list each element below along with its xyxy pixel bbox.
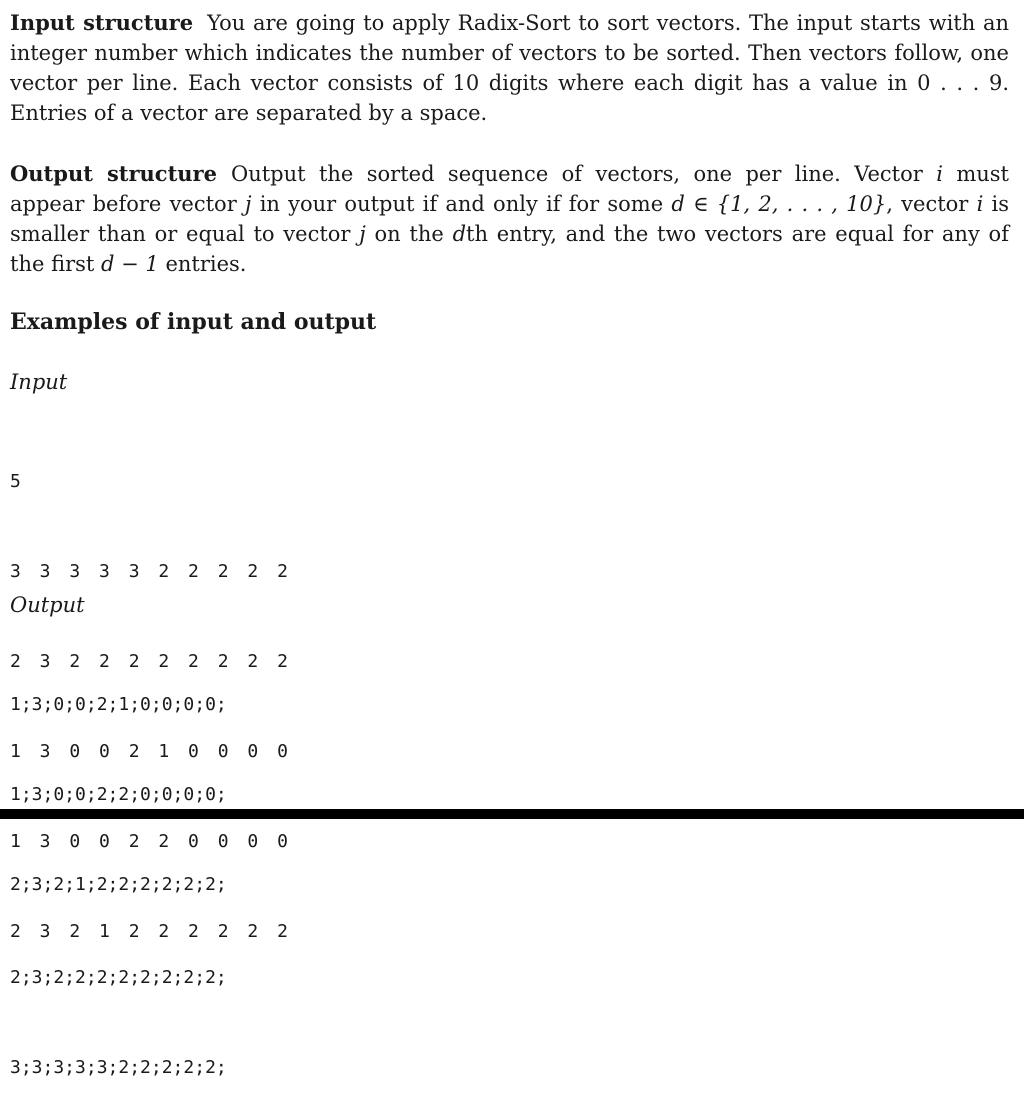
input-line: 2 3 2 2 2 2 2 2 2 2 xyxy=(10,651,292,672)
examples-heading: Examples of input and output xyxy=(10,309,377,335)
input-structure-title: Input structure xyxy=(10,10,194,35)
output-line: 1;3;0;0;2;1;0;0;0;0; xyxy=(10,694,227,715)
output-text-2: must appear before vector xyxy=(10,162,1009,216)
var-j-2: j xyxy=(359,222,366,246)
page-separator xyxy=(0,809,1024,819)
input-line: 3 3 3 3 3 2 2 2 2 2 xyxy=(10,561,292,582)
output-line: 1;3;0;0;2;2;0;0;0;0; xyxy=(10,784,227,805)
output-text-8: entries. xyxy=(165,252,247,276)
output-text-5: is smaller than or equal to vector xyxy=(10,192,1009,246)
input-label: Input xyxy=(10,370,68,394)
output-line: 3;3;3;3;3;2;2;2;2;2; xyxy=(10,1057,227,1078)
output-text-1: Output the sorted sequence of vectors, one per line. Vector xyxy=(230,162,923,186)
output-text-7: th entry, and the two vectors are equal for any of the first xyxy=(10,222,1009,276)
output-line: 2;3;2;2;2;2;2;2;2;2; xyxy=(10,967,227,988)
output-label: Output xyxy=(10,593,85,617)
output-text-3: in your output if and only if for some xyxy=(259,192,664,216)
input-line: 5 xyxy=(10,471,25,492)
var-i: i xyxy=(936,162,943,186)
var-i-2: i xyxy=(976,192,984,216)
output-structure-title: Output structure xyxy=(10,161,217,186)
set-expression: d ∈ {1, 2, . . . , 10} xyxy=(671,192,887,216)
output-line: 2;3;2;1;2;2;2;2;2;2; xyxy=(10,874,227,895)
input-structure-text: You are going to apply Radix-Sort to sort vectors. The input starts with an integer number which indicates the number of vectors to be sorted. Then vectors follow, one vector per line. Each vector consists of 10 digits where each digit has a value in 0 . . . 9. Entries of a vector are separated by a space. xyxy=(10,11,1010,125)
input-line: 1 3 0 0 2 1 0 0 0 0 xyxy=(10,741,292,762)
output-structure-paragraph xyxy=(10,159,1009,279)
var-d: d xyxy=(452,222,467,246)
output-example-block xyxy=(10,630,227,930)
input-line: 2 3 2 1 2 2 2 2 2 2 xyxy=(10,921,292,942)
output-text-6: on the xyxy=(374,222,444,246)
var-j: j xyxy=(244,192,252,216)
input-structure-paragraph xyxy=(10,8,1009,128)
input-line: 1 3 0 0 2 2 0 0 0 0 xyxy=(10,831,292,852)
d-minus-1-expression: d − 1 xyxy=(101,252,159,276)
output-continued-block xyxy=(10,903,227,1113)
output-text-4: , vector xyxy=(886,192,969,216)
